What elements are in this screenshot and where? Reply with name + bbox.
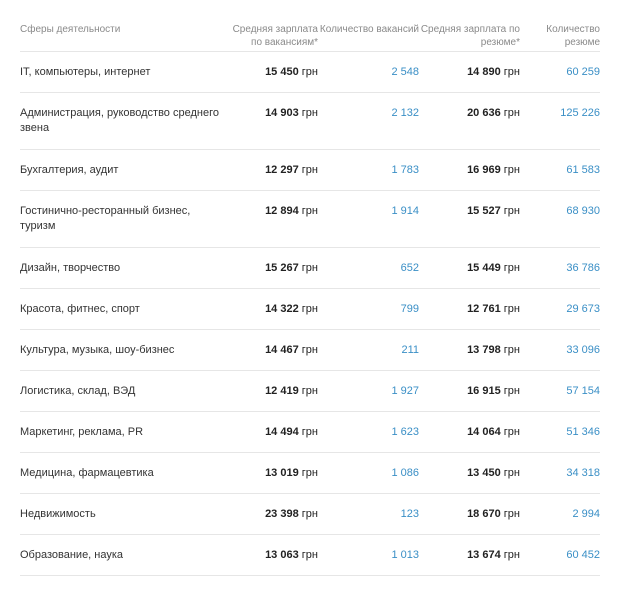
avg-salary-vacancies-value: 15 267	[265, 261, 299, 274]
vacancies-count-link[interactable]: 1 783	[318, 149, 419, 190]
currency-unit: грн	[503, 384, 520, 397]
vacancies-count-link[interactable]: 2 132	[318, 92, 419, 149]
avg-salary-resumes-cell	[419, 452, 520, 493]
resumes-count-link[interactable]: 2 994	[520, 493, 600, 534]
avg-salary-vacancies-value: 12 297	[265, 163, 299, 176]
resumes-count-link[interactable]: 60 259	[520, 51, 600, 92]
vacancies-count-link[interactable]: 123	[318, 493, 419, 534]
avg-salary-vacancies-cell	[225, 288, 318, 329]
table-row	[20, 493, 600, 534]
currency-unit: грн	[503, 261, 520, 274]
avg-salary-resumes-value: 13 674	[467, 548, 501, 561]
sphere-cell: Культура, музыка, шоу-бизнес	[20, 329, 225, 370]
currency-unit: грн	[301, 302, 318, 315]
resumes-count-link[interactable]: 29 673	[520, 288, 600, 329]
avg-salary-resumes-cell	[419, 51, 520, 92]
avg-salary-vacancies-cell	[225, 190, 318, 247]
avg-salary-resumes-cell	[419, 92, 520, 149]
currency-unit: грн	[301, 466, 318, 479]
resumes-count-link[interactable]: 61 583	[520, 149, 600, 190]
avg-salary-resumes-cell	[419, 370, 520, 411]
avg-salary-vacancies-value: 14 494	[265, 425, 299, 438]
avg-salary-vacancies-value: 15 450	[265, 65, 299, 78]
avg-salary-vacancies-cell	[225, 247, 318, 288]
currency-unit: грн	[301, 204, 318, 217]
avg-salary-vacancies-value: 23 398	[265, 507, 299, 520]
currency-unit: грн	[301, 343, 318, 356]
avg-salary-resumes-value: 15 527	[467, 204, 501, 217]
avg-salary-vacancies-value: 14 467	[265, 343, 299, 356]
vacancies-count-link[interactable]: 1 623	[318, 411, 419, 452]
avg-salary-vacancies-value: 12 419	[265, 384, 299, 397]
avg-salary-vacancies-value: 14 322	[265, 302, 299, 315]
sphere-cell: IT, компьютеры, интернет	[20, 51, 225, 92]
avg-salary-resumes-value: 18 670	[467, 507, 501, 520]
avg-salary-vacancies-value: 13 063	[265, 548, 299, 561]
avg-salary-vacancies-cell	[225, 149, 318, 190]
table-row	[20, 411, 600, 452]
header-avg-salary-vacancies: Средняя зарплата по вакансиям*	[225, 0, 318, 51]
avg-salary-resumes-value: 16 915	[467, 384, 501, 397]
salary-table	[20, 0, 600, 576]
avg-salary-vacancies-cell	[225, 493, 318, 534]
sphere-cell: Логистика, склад, ВЭД	[20, 370, 225, 411]
sphere-cell: Маркетинг, реклама, PR	[20, 411, 225, 452]
avg-salary-resumes-cell	[419, 534, 520, 575]
avg-salary-vacancies-value: 13 019	[265, 466, 299, 479]
resumes-count-link[interactable]: 125 226	[520, 92, 600, 149]
currency-unit: грн	[503, 302, 520, 315]
avg-salary-resumes-value: 20 636	[467, 106, 501, 119]
avg-salary-resumes-cell	[419, 288, 520, 329]
sphere-cell: Медицина, фармацевтика	[20, 452, 225, 493]
currency-unit: грн	[503, 466, 520, 479]
currency-unit: грн	[301, 106, 318, 119]
header-vacancies-count: Количество вакансий	[318, 0, 419, 51]
table-header	[20, 0, 600, 51]
header-resumes-count: Количество резюме	[520, 0, 600, 51]
currency-unit: грн	[503, 106, 520, 119]
avg-salary-resumes-cell	[419, 411, 520, 452]
table-row	[20, 452, 600, 493]
avg-salary-resumes-value: 13 798	[467, 343, 501, 356]
avg-salary-vacancies-cell	[225, 370, 318, 411]
vacancies-count-link[interactable]: 1 927	[318, 370, 419, 411]
currency-unit: грн	[301, 425, 318, 438]
resumes-count-link[interactable]: 51 346	[520, 411, 600, 452]
avg-salary-resumes-cell	[419, 329, 520, 370]
sphere-cell: Дизайн, творчество	[20, 247, 225, 288]
vacancies-count-link[interactable]: 211	[318, 329, 419, 370]
table-body	[20, 51, 600, 575]
table-row	[20, 288, 600, 329]
table-row	[20, 190, 600, 247]
table-row	[20, 370, 600, 411]
currency-unit: грн	[503, 507, 520, 520]
table-row	[20, 329, 600, 370]
avg-salary-resumes-cell	[419, 493, 520, 534]
currency-unit: грн	[503, 548, 520, 561]
vacancies-count-link[interactable]: 1 013	[318, 534, 419, 575]
vacancies-count-link[interactable]: 799	[318, 288, 419, 329]
vacancies-count-link[interactable]: 1 914	[318, 190, 419, 247]
table-row	[20, 51, 600, 92]
currency-unit: грн	[301, 163, 318, 176]
avg-salary-vacancies-value: 12 894	[265, 204, 299, 217]
currency-unit: грн	[503, 425, 520, 438]
vacancies-count-link[interactable]: 2 548	[318, 51, 419, 92]
resumes-count-link[interactable]: 34 318	[520, 452, 600, 493]
currency-unit: грн	[301, 384, 318, 397]
currency-unit: грн	[503, 204, 520, 217]
resumes-count-link[interactable]: 36 786	[520, 247, 600, 288]
avg-salary-vacancies-cell	[225, 534, 318, 575]
resumes-count-link[interactable]: 33 096	[520, 329, 600, 370]
table-row	[20, 534, 600, 575]
avg-salary-resumes-value: 14 890	[467, 65, 501, 78]
avg-salary-vacancies-value: 14 903	[265, 106, 299, 119]
avg-salary-resumes-cell	[419, 149, 520, 190]
header-sphere: Сферы деятельности	[20, 0, 225, 51]
avg-salary-resumes-value: 16 969	[467, 163, 501, 176]
sphere-cell: Недвижимость	[20, 493, 225, 534]
avg-salary-vacancies-cell	[225, 452, 318, 493]
avg-salary-resumes-cell	[419, 247, 520, 288]
avg-salary-resumes-cell	[419, 190, 520, 247]
currency-unit: грн	[301, 261, 318, 274]
table-row	[20, 149, 600, 190]
avg-salary-resumes-value: 14 064	[467, 425, 501, 438]
vacancies-count-link[interactable]: 652	[318, 247, 419, 288]
avg-salary-vacancies-cell	[225, 92, 318, 149]
resumes-count-link[interactable]: 68 930	[520, 190, 600, 247]
currency-unit: грн	[503, 343, 520, 356]
avg-salary-vacancies-cell	[225, 411, 318, 452]
avg-salary-vacancies-cell	[225, 51, 318, 92]
resumes-count-link[interactable]: 57 154	[520, 370, 600, 411]
avg-salary-resumes-value: 15 449	[467, 261, 501, 274]
currency-unit: грн	[503, 163, 520, 176]
sphere-cell: Гостинично-ресторанный бизнес, туризм	[20, 190, 225, 247]
table-row	[20, 92, 600, 149]
sphere-cell: Администрация, руководство среднего звена	[20, 92, 225, 149]
currency-unit: грн	[301, 507, 318, 520]
vacancies-count-link[interactable]: 1 086	[318, 452, 419, 493]
currency-unit: грн	[503, 65, 520, 78]
sphere-cell: Образование, наука	[20, 534, 225, 575]
sphere-cell: Бухгалтерия, аудит	[20, 149, 225, 190]
currency-unit: грн	[301, 65, 318, 78]
avg-salary-resumes-value: 13 450	[467, 466, 501, 479]
avg-salary-resumes-value: 12 761	[467, 302, 501, 315]
avg-salary-vacancies-cell	[225, 329, 318, 370]
resumes-count-link[interactable]: 60 452	[520, 534, 600, 575]
sphere-cell: Красота, фитнес, спорт	[20, 288, 225, 329]
header-avg-salary-resumes: Средняя зарплата по резюме*	[419, 0, 520, 51]
table-row	[20, 247, 600, 288]
currency-unit: грн	[301, 548, 318, 561]
